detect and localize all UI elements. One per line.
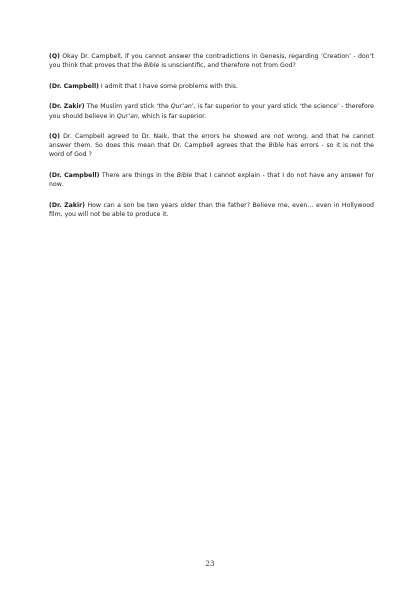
speaker-label: (Dr. Zakir) [49,201,85,209]
text-segment: has errors - so it is not the word of God ? [49,142,374,159]
paragraph-zakir-yardstick [49,102,374,120]
paragraph-q-creation [49,52,374,70]
paragraph-q-errors [49,132,374,159]
text-segment-italic: Bible [143,62,160,70]
text-segment: How can a son be two years older than the father? Believe me, even… even in Hollywood film, you will not be able to produce it. [49,201,374,218]
document-page [49,52,374,231]
text-segment-italic: Bible [176,172,193,180]
text-segment-italic: Qur’an [116,112,138,120]
paragraph-campbell-explain [49,171,374,189]
text-segment: There are things in the [99,172,177,180]
text-segment: Okay Dr. Campbell, if you cannot answer the contradictions in Genesis, regarding ‘Creation’ - don’t you think that proves that the [49,53,374,70]
speaker-label: (Dr. Zakir) [49,103,85,111]
text-segment: ’, is far superior to your yard stick ‘the science’ - therefore you should believe in [49,103,374,120]
speaker-label: (Q) [49,133,60,141]
paragraph-campbell-admit [49,82,374,91]
text-segment: The Muslim yard stick ‘the [84,103,171,111]
page-number: 23 [205,560,215,568]
speaker-label: (Dr. Campbell) [49,172,100,180]
text-segment: that I cannot explain - that I do not have any answer for now. [49,172,374,189]
paragraph-zakir-son [49,201,374,219]
text-segment: is unscientific, and therefore not from God? [159,62,296,70]
speaker-label: (Q) [49,53,60,60]
text-segment: , which is far superior. [137,112,207,120]
text-segment: I admit that I have some problems with this. [98,82,238,90]
text-segment: Dr. Campbell agreed to Dr. Naik, that the errors he showed are not wrong, and that he cannot answer them. So does this mean that Dr. Campbell agrees that the [49,133,374,150]
text-segment-italic: Bible [268,142,284,150]
text-segment-italic: Qur’an [170,103,192,111]
speaker-label: (Dr. Campbell) [49,82,99,90]
